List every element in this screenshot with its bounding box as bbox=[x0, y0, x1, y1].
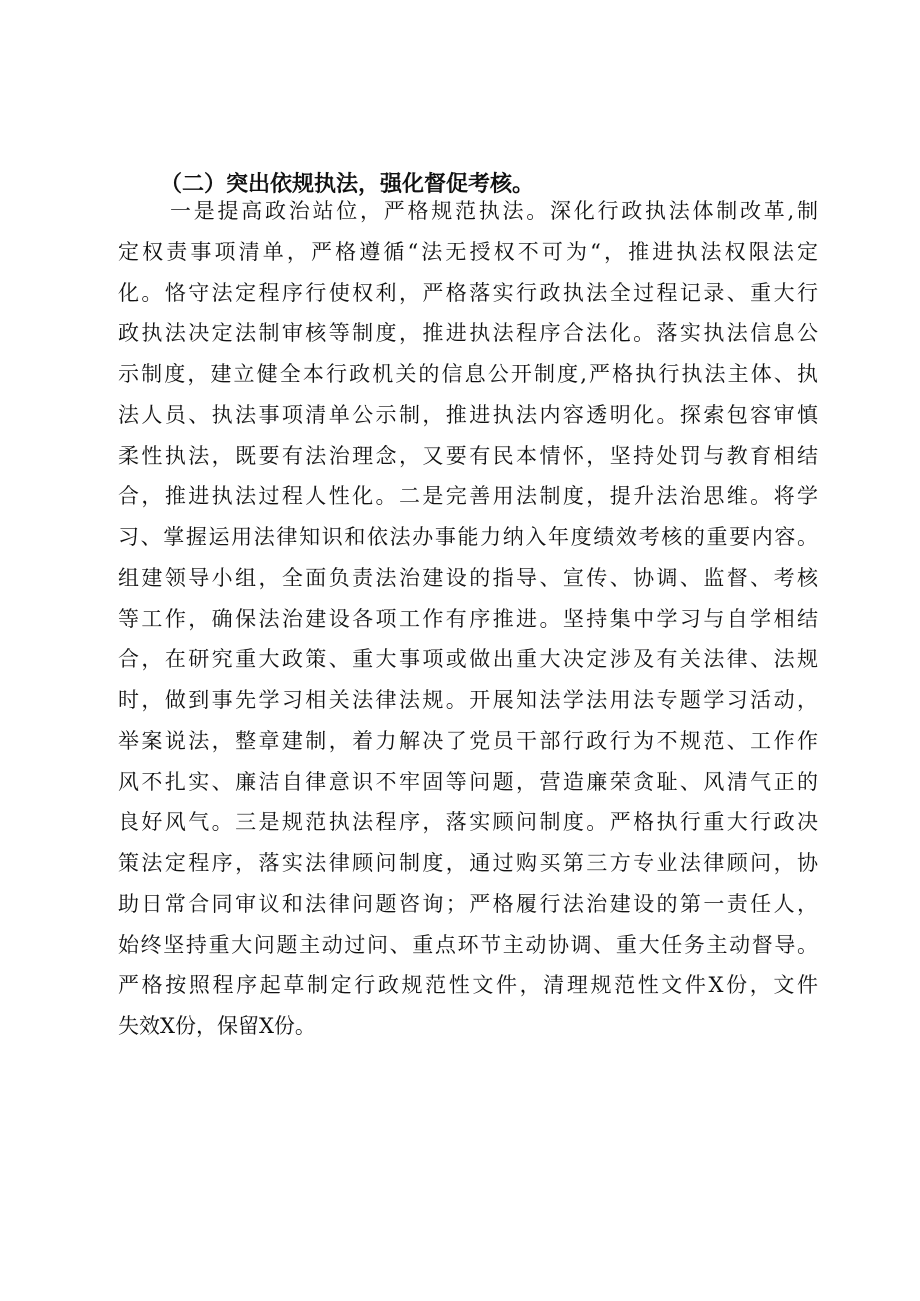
paragraph-line: 合，在研究重大政策、重大事项或做出重大决定涉及有关法律、法规 bbox=[118, 647, 818, 672]
paragraph-line: 合，推进执法过程人性化。二是完善用法制度，提升法治思维。将学 bbox=[118, 484, 818, 509]
paragraph-line: 法人员、执法事项清单公示制，推进执法内容透明化。探索包容审慎 bbox=[118, 402, 818, 427]
paragraph-line: 风不扎实、廉洁自律意识不牢固等问题，营造廉荣贪耻、风清气正的 bbox=[118, 769, 818, 794]
paragraph-line: 化。恪守法定程序行使权利，严格落实行政执法全过程记录、重大行 bbox=[118, 280, 818, 305]
paragraph-line: 失效X份，保留X份。 bbox=[118, 1014, 316, 1038]
paragraph-line: 习、掌握运用法律知识和依法办事能力纳入年度绩效考核的重要内容。 bbox=[118, 525, 818, 549]
body-paragraph bbox=[118, 191, 818, 1047]
paragraph-line: 一是提高政治站位，严格规范执法。深化行政执法体制改革,制 bbox=[170, 199, 818, 223]
paragraph-line: 组建领导小组，全面负责法治建设的指导、宣传、协调、监督、考核 bbox=[118, 565, 818, 590]
paragraph-line: 柔性执法，既要有法治理念，又要有民本情怀，坚持处罚与教育相结 bbox=[118, 443, 818, 468]
paragraph-line: 始终坚持重大问题主动过问、重点环节主动协调、重大任务主动督导。 bbox=[118, 932, 818, 957]
paragraph-line: 举案说法，整章建制，着力解决了党员干部行政行为不规范、工作作 bbox=[118, 728, 818, 753]
paragraph-line: 助日常合同审议和法律问题咨询；严格履行法治建设的第一责任人， bbox=[118, 891, 818, 916]
paragraph-line: 策法定程序，落实法律顾问制度，通过购买第三方专业法律顾问，协 bbox=[118, 851, 818, 875]
paragraph-line: 等工作，确保法治建设各项工作有序推进。坚持集中学习与自学相结 bbox=[118, 606, 818, 631]
paragraph-line: 严格按照程序起草制定行政规范性文件，清理规范性文件X份，文件 bbox=[118, 973, 818, 998]
section-heading: （二）突出依规执法，强化督促考核。 bbox=[160, 171, 535, 197]
paragraph-line: 良好风气。三是规范执法程序，落实顾问制度。严格执行重大行政决 bbox=[118, 810, 818, 835]
paragraph-line: 示制度，建立健全本行政机关的信息公开制度,严格执行执法主体、执 bbox=[118, 362, 818, 386]
paragraph-line: 政执法决定法制审核等制度，推进执法程序合法化。落实执法信息公 bbox=[118, 321, 818, 346]
paragraph-line: 时，做到事先学习相关法律法规。开展知法学法用法专题学习活动， bbox=[118, 688, 818, 712]
paragraph-line: 定权责事项清单，严格遵循“法无授权不可为“，推进执法权限法定 bbox=[118, 239, 818, 264]
